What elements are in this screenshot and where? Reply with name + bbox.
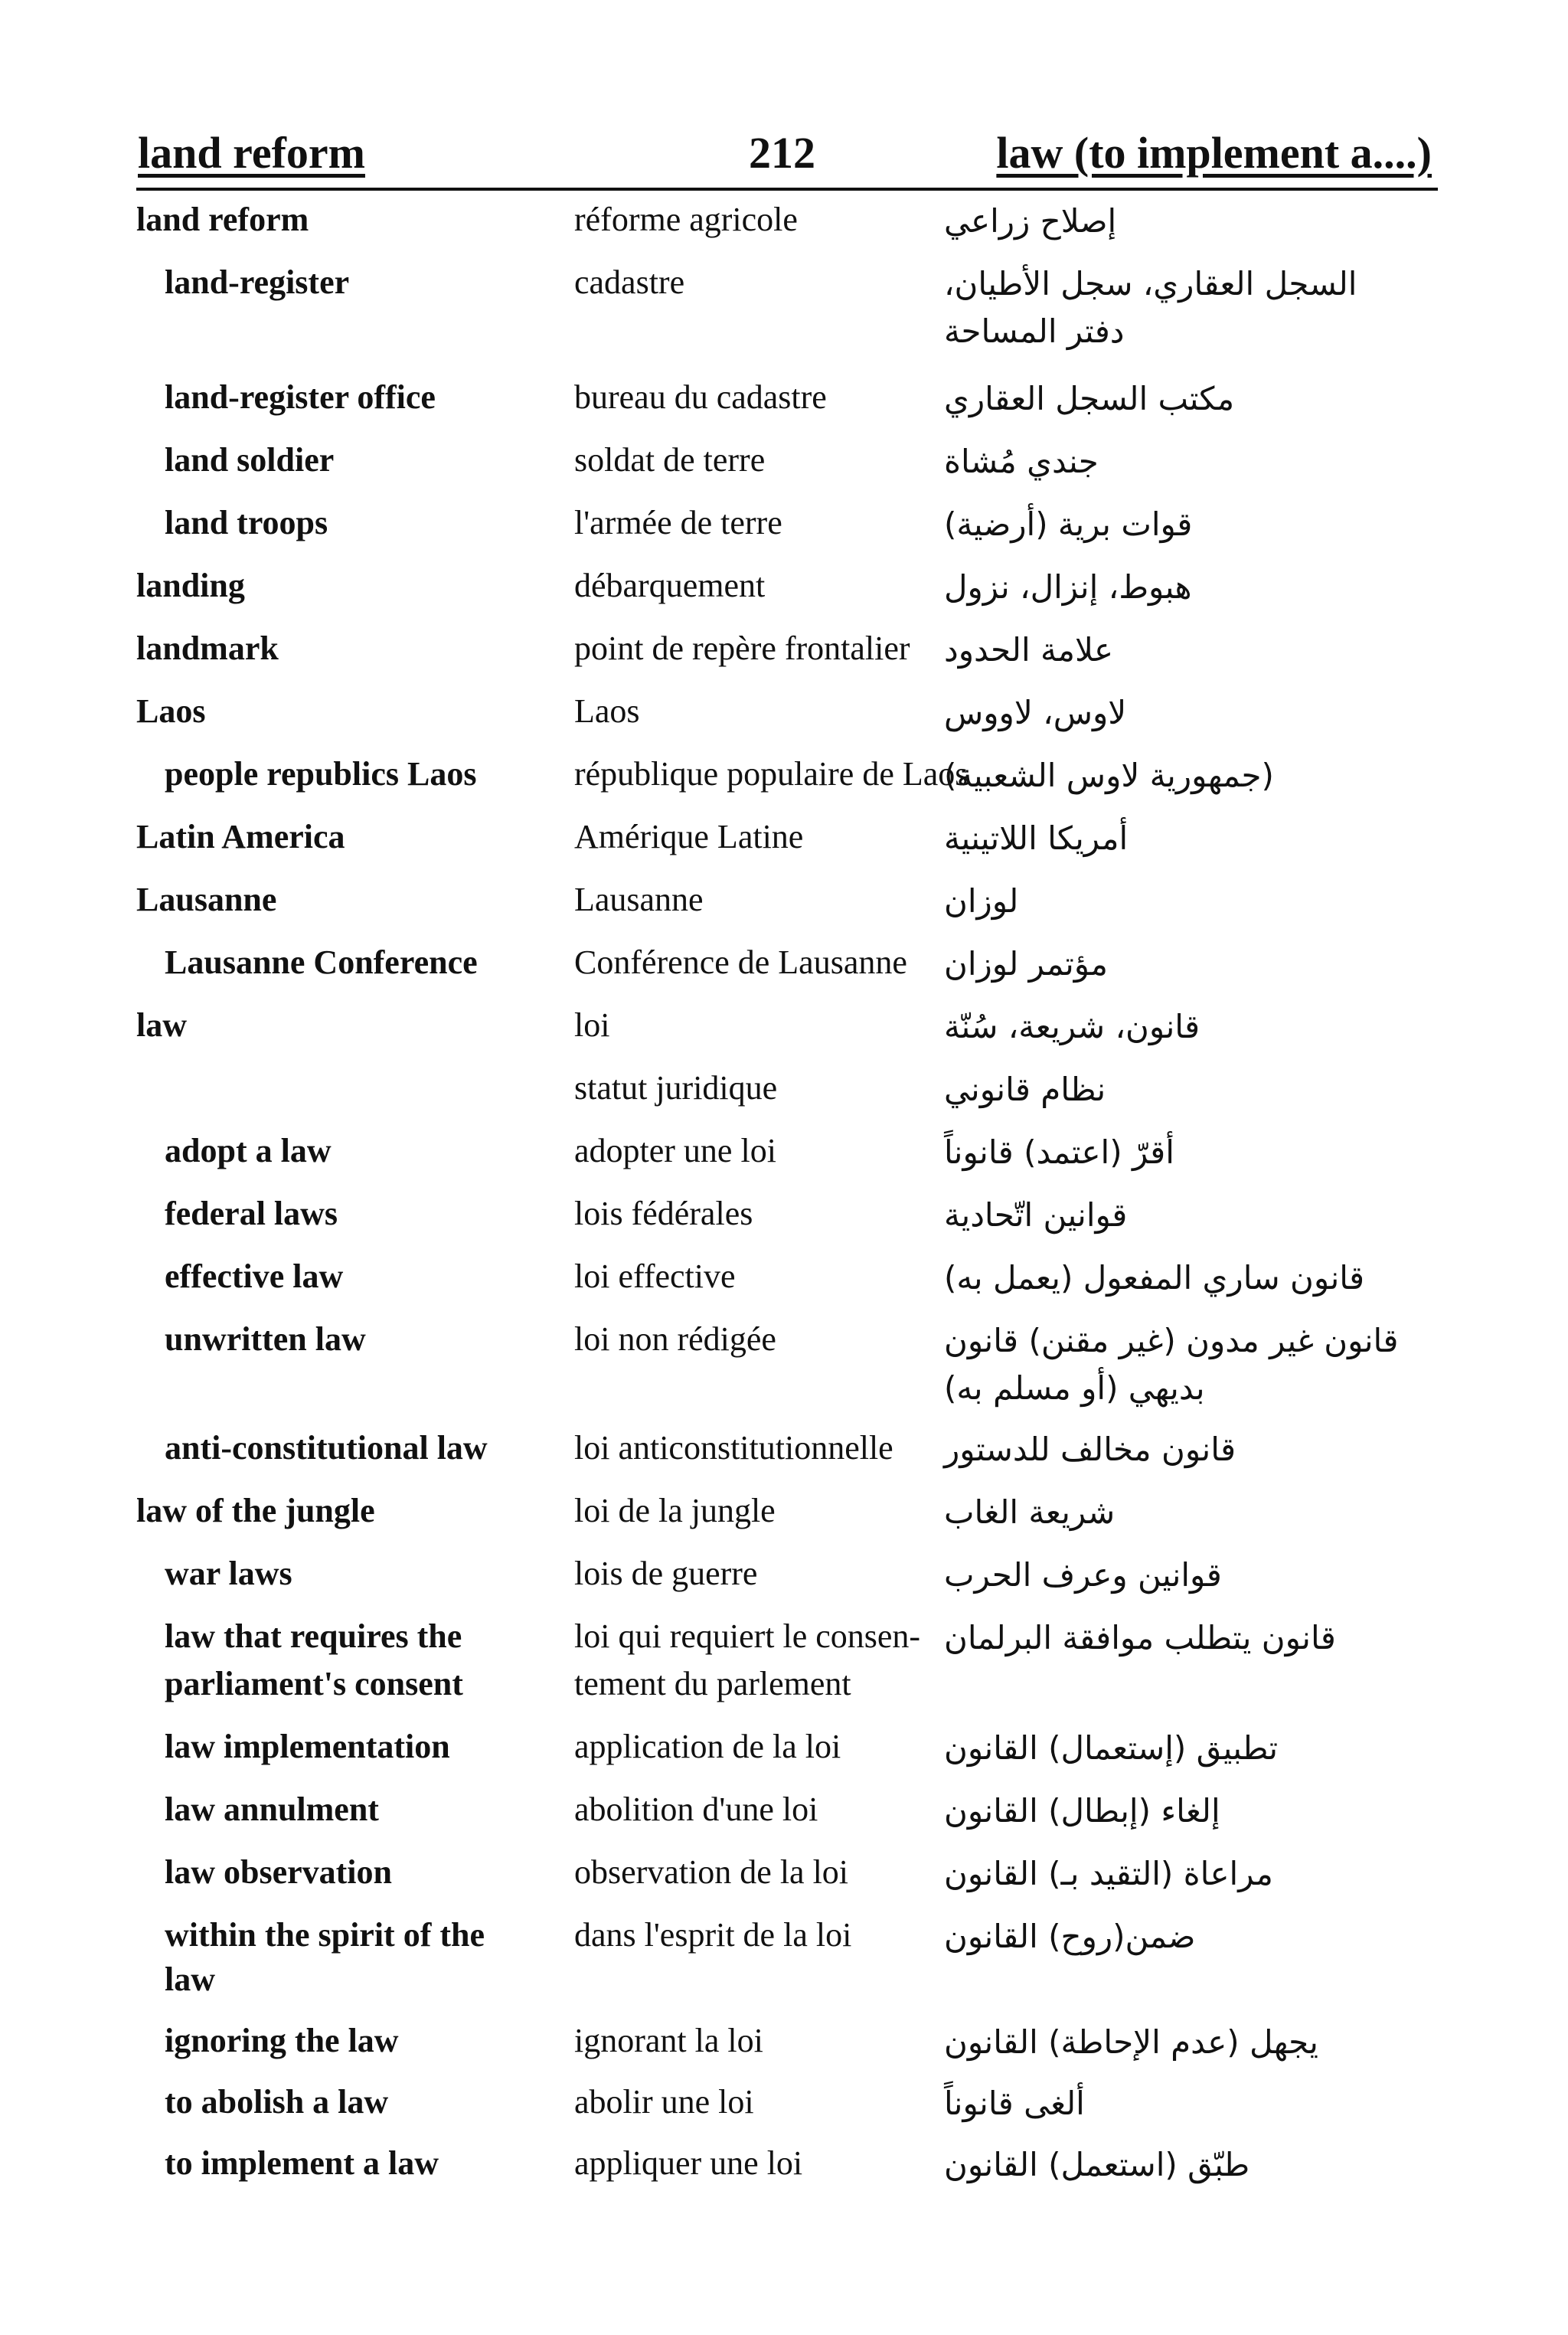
entry-english: federal laws [165, 1195, 338, 1232]
entry-arabic: إصلاح زراعي [944, 202, 1117, 240]
entry-arabic: ضمن(روح) القانون [944, 1918, 1196, 1955]
entry-arabic: طبّق (استعمل) القانون [944, 2146, 1250, 2183]
entry-english: unwritten law [165, 1320, 366, 1358]
entry-arabic: مراعاة (التقيد بـ) القانون [944, 1855, 1273, 1892]
guide-word-left: land reform [138, 128, 365, 178]
entry-french: application de la loi [574, 1728, 841, 1765]
entry-arabic: علامة الحدود [944, 631, 1114, 669]
entry-english: Laos [136, 692, 206, 730]
entry-french: loi non rédigée [574, 1320, 776, 1358]
entry-french: lois fédérales [574, 1195, 753, 1232]
entry-french: statut juridique [574, 1069, 778, 1107]
entry-english: land soldier [165, 441, 335, 479]
entry-english: law of the jungle [136, 1492, 375, 1529]
entry-english: landmark [136, 630, 279, 667]
entry-french: abolition d'une loi [574, 1790, 818, 1828]
entry-english: to implement a law [165, 2144, 439, 2182]
entry-french: abolir une loi [574, 2083, 754, 2121]
entry-french: ignorant la loi [574, 2022, 763, 2059]
entry-english-continued: parliament's consent [165, 1665, 463, 1702]
entry-english: law observation [165, 1853, 392, 1891]
entry-arabic: أمريكا اللاتينية [944, 819, 1129, 857]
entry-arabic: السجل العقاري، سجل الأطيان، دفتر المساحة [944, 265, 1357, 350]
entry-french-continued: tement du parlement [574, 1665, 851, 1702]
entry-french: Amérique Latine [574, 818, 804, 855]
entry-english: land troops [165, 504, 328, 541]
entry-english: ignoring the law [165, 2022, 399, 2059]
entry-english: to abolish a law [165, 2083, 389, 2121]
entry-arabic: مؤتمر لوزان [944, 945, 1108, 983]
entry-arabic: تطبيق (إستعمال) القانون [944, 1729, 1279, 1767]
entry-arabic: قوانين وعرف الحرب [944, 1556, 1222, 1594]
entry-english: law that requires the [165, 1617, 462, 1655]
entry-french: l'armée de terre [574, 504, 782, 541]
entry-english: Latin America [136, 818, 345, 855]
entry-french: loi qui requiert le consen- [574, 1617, 921, 1655]
entry-english: law implementation [165, 1728, 450, 1765]
entry-english: land-register [165, 263, 350, 301]
guide-word-right: law (to implement a....) [996, 128, 1432, 178]
entry-french: Laos [574, 692, 640, 730]
entry-english: law [136, 1006, 187, 1044]
entry-english: war laws [165, 1555, 292, 1592]
entry-french: lois de guerre [574, 1555, 758, 1592]
entry-french: loi de la jungle [574, 1492, 776, 1529]
entry-french: république populaire de Laos [574, 755, 969, 793]
page-number: 212 [749, 128, 815, 178]
entry-arabic: قوانين اتّحادية [944, 1196, 1128, 1234]
entry-english: adopt a law [165, 1132, 332, 1169]
entry-arabic: قانون ساري المفعول (يعمل به) [944, 1259, 1365, 1297]
entry-english: land reform [136, 201, 309, 238]
entry-arabic: مكتب السجل العقاري [944, 380, 1235, 417]
entry-french: appliquer une loi [574, 2144, 803, 2182]
entry-french: débarquement [574, 567, 766, 604]
entry-french: loi effective [574, 1257, 736, 1295]
entry-french: loi anticonstitutionnelle [574, 1429, 893, 1467]
entry-french: Conférence de Lausanne [574, 943, 907, 981]
entry-arabic: (جمهورية لاوس الشعبية) [944, 757, 1274, 794]
entry-arabic: لاوس، لاووس [944, 694, 1127, 731]
entry-french: point de repère frontalier [574, 630, 910, 667]
entry-english: effective law [165, 1257, 344, 1295]
entry-arabic: لوزان [944, 882, 1019, 920]
entry-arabic: قانون مخالف للدستور [944, 1431, 1236, 1468]
entry-french: loi [574, 1006, 610, 1044]
entry-arabic: قانون غير مدون (غير مقنن) قانون بديهي (أو مسلم به) [944, 1322, 1399, 1407]
entry-french: dans l'esprit de la loi [574, 1916, 852, 1954]
entry-english: landing [136, 567, 245, 604]
entry-arabic: هبوط، إنزال، نزول [944, 568, 1192, 606]
entry-french: réforme agricole [574, 201, 798, 238]
entry-french: bureau du cadastre [574, 378, 827, 416]
entry-english: Lausanne [136, 881, 277, 918]
entry-arabic: أقرّ (اعتمد) قانوناً [944, 1133, 1174, 1171]
entry-french: adopter une loi [574, 1132, 776, 1169]
entry-arabic: نظام قانوني [944, 1071, 1106, 1108]
entry-english: land-register office [165, 378, 436, 416]
entry-french: soldat de terre [574, 441, 766, 479]
entry-arabic: قانون يتطلب موافقة البرلمان [944, 1619, 1336, 1656]
entry-arabic: شريعة الغاب [944, 1493, 1116, 1531]
entry-english: Lausanne Conference [165, 943, 478, 981]
entry-english-continued: law [165, 1961, 215, 1998]
entry-french: observation de la loi [574, 1853, 849, 1891]
entry-arabic: قوات برية (أرضية) [944, 505, 1193, 543]
entry-english: law annulment [165, 1790, 379, 1828]
entry-arabic: إلغاء (إبطال) القانون [944, 1792, 1220, 1830]
entry-french: Lausanne [574, 881, 704, 918]
entry-english: within the spirit of the [165, 1916, 485, 1954]
entry-french: cadastre [574, 263, 685, 301]
entry-arabic: قانون، شريعة، سُنّة [944, 1008, 1200, 1045]
entry-arabic: جندي مُشاة [944, 443, 1099, 480]
entry-english: people republics Laos [165, 755, 477, 793]
entry-arabic: يجهل (عدم الإحاطة) القانون [944, 2023, 1318, 2061]
entry-arabic: ألغى قانوناً [944, 2085, 1085, 2122]
entry-english: anti-constitutional law [165, 1429, 488, 1467]
